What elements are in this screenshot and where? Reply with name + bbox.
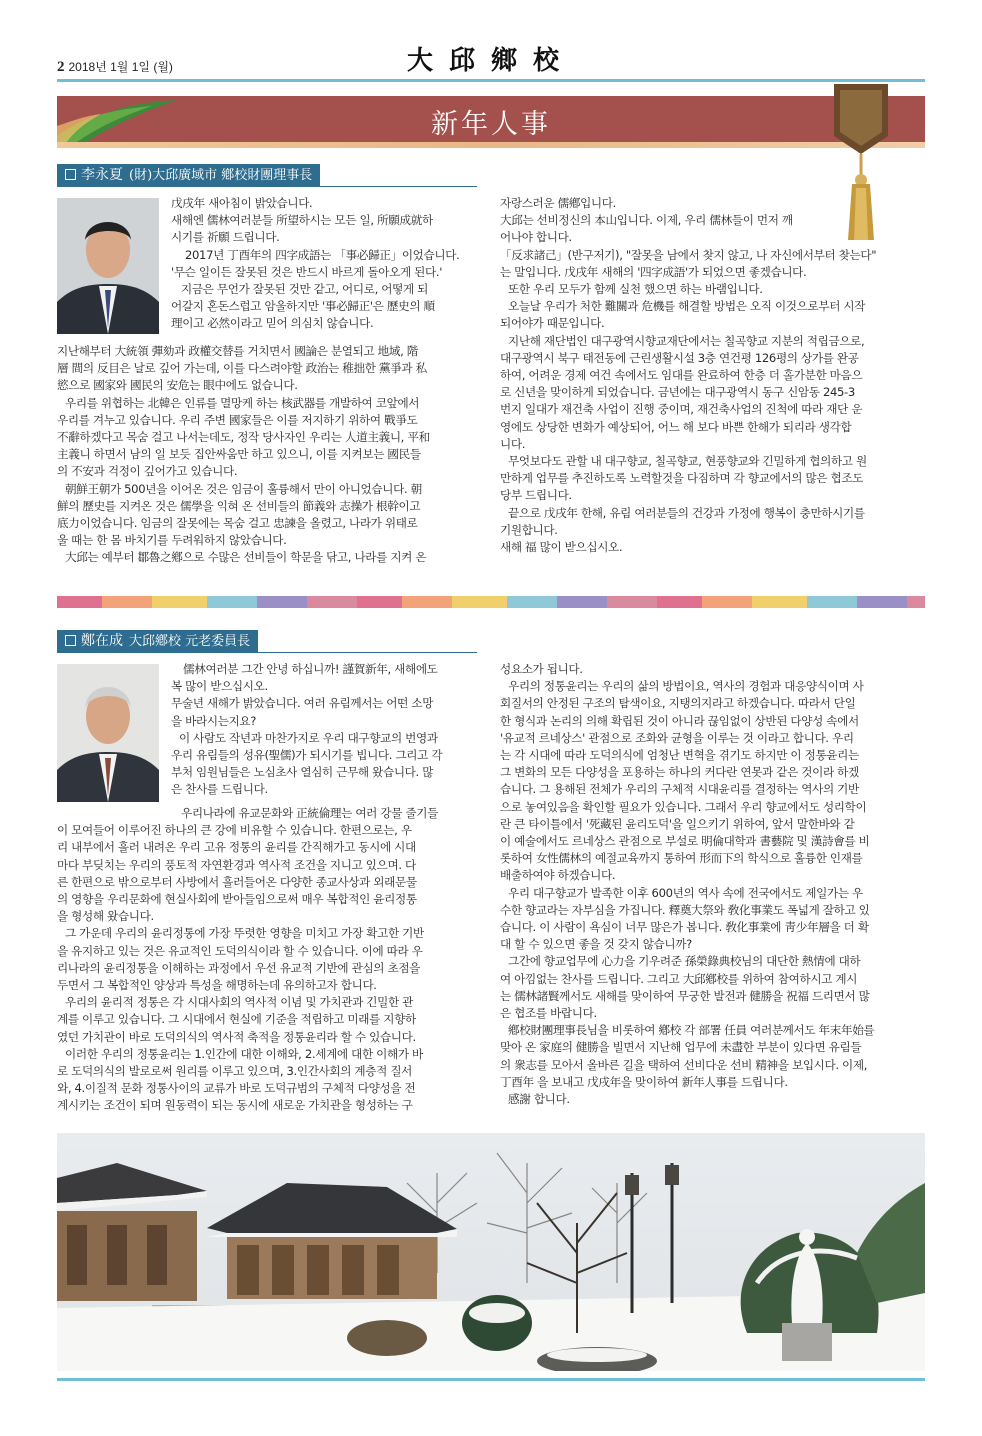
text-line: 리 내부에서 흘러 내려온 우리 고유 정통의 윤리를 간직해가고 동시에 시대 — [57, 840, 416, 855]
text-line: 우리 유림들의 성유(聖儒)가 되시기를 빕니다. 그리고 각 — [171, 748, 443, 763]
text-line: 로 도덕의식의 발로로써 원리를 이루고 있으며, 3.인간사회의 계층적 질서 — [57, 1064, 413, 1079]
text-line: '유교적 르네상스' 관점으로 조화와 균형을 이루는 것 이라고 합니다. 우리 — [500, 730, 854, 745]
author-rule — [57, 186, 477, 187]
text-line: 되어야가 때문입니다. — [500, 316, 605, 331]
text-line: 수한 향교라는 자부심을 가집니다. 釋奠大祭와 敎化事業도 폭넓게 잘하고 있 — [500, 902, 870, 917]
text-line: 지금은 무언가 잘못된 것만 같고, 어디로, 어떻게 되 — [181, 282, 429, 297]
text-line: 主義니 하면서 남의 일 보듯 집안싸움만 하고 있으니, 이를 지켜보는 國民들 — [57, 447, 421, 462]
text-line: 우리의 정통윤리는 우리의 삶의 방법이요, 역사의 경험과 대응양식이며 사 — [508, 679, 864, 694]
text-line: 계를 이루고 있습니다. 그 시대에서 현실에 기준을 적립하고 미래를 지향하 — [57, 1012, 416, 1027]
text-line: 른 한편으로 밖으로부터 사방에서 흘러들어온 다양한 종교사상과 외래문물 — [57, 874, 417, 889]
author-name: 李永夏 — [81, 167, 123, 183]
checkbox-square-icon — [65, 635, 76, 646]
author-name-tag — [57, 164, 320, 186]
section-divider-stripe — [57, 596, 925, 608]
text-line: 로 신년을 맞이하게 되었습니다. 금년에는 대구광역시 동구 신암동 245-3 — [500, 385, 855, 400]
text-line: 성요소가 됩니다. — [500, 662, 583, 676]
text-line: 戊戌年 새아침이 밝았습니다. — [171, 196, 313, 210]
author-rule — [57, 652, 477, 653]
text-line: 번지 일대가 재건축 사업이 진행 중이며, 재건축사업의 진척에 따라 재단 운 — [500, 402, 863, 417]
author-title: (財)大邱廣域市 鄕校財團理事長 — [129, 168, 313, 183]
text-line: 은 찬사를 드립니다. — [171, 782, 268, 797]
text-line: 2017년 丁酉年의 四字成語는 「事必歸正」이었습니다. — [185, 247, 460, 262]
text-line: 慾으로 國家와 國民의 安危는 眼中에도 없습니다. — [57, 378, 298, 393]
text-line: '무슨 일이든 잘못된 것은 반드시 바르게 돌아오게 된다.' — [171, 264, 443, 279]
text-line: 습니다. 그 용해된 전체가 우리의 구체적 시대윤리를 결정하는 역사의 기반 — [500, 782, 859, 797]
text-line: 는 각 시대에 따라 도덕의식에 엄청난 변혁을 겪기도 하지만 이 정통윤리는 — [500, 748, 859, 763]
text-line: 우리나라에 유교문화와 正統倫理는 여러 강물 줄기들 — [181, 806, 438, 820]
text-line: 우리 대구향교가 발족한 이후 600년의 역사 속에 전국에서도 제일가는 우 — [508, 885, 863, 900]
text-line: 부처 임원님들은 노심초사 열심히 근무해 왔습니다. 많 — [171, 765, 434, 780]
text-line: 大邱는 예부터 鄒魯之鄕으로 수많은 선비들이 학문을 닦고, 나라를 지켜 온 — [65, 550, 427, 565]
text-line: 우리를 겨누고 있습니다. 우리 주변 國家들은 이를 저지하기 위하여 戰爭도 — [57, 412, 418, 427]
text-line: 맞아 온 家庭의 健勝을 빌면서 지난해 업무에 未盡한 부분이 있다면 유림들 — [500, 1040, 862, 1055]
article1-body-col2 — [500, 195, 925, 556]
text-line: 으로 놓여있음을 확인할 필요가 있습니다. 그래서 우리 향교에서도 성리학이 — [500, 799, 867, 814]
author-portrait — [57, 664, 159, 802]
text-line: 와, 4.이질적 문화 정통사이의 교류가 바로 도덕규범의 구체적 다양성을 전 — [57, 1081, 416, 1096]
text-line: 습니다. 이 사람이 욕심이 너무 많은가 봅니다. 敎化事業에 靑少年層을 더 확 — [500, 920, 869, 935]
text-line: 니다. — [500, 436, 526, 451]
article2-body-col2 — [500, 661, 925, 1108]
text-line: 이 사람도 작년과 마찬가지로 우리 대구향교의 번영과 — [179, 730, 438, 745]
text-line: 이러한 우리의 정통윤리는 1.인간에 대한 이해와, 2.세계에 대한 이해가 바 — [65, 1046, 423, 1061]
portrait-person-icon — [57, 198, 159, 334]
text-line: 무엇보다도 관할 내 대구향교, 칠곡향교, 현풍향교와 긴밀하게 협의하고 원 — [508, 454, 867, 469]
text-line: 마다 부딪치는 우리의 풍토적 자연환경과 역사적 조건을 지니고 있으며. 다 — [57, 857, 416, 872]
text-line: 朝鮮王朝가 500년을 이어온 것은 임금이 훌륭해서 만이 아니었습니다. 朝 — [65, 481, 422, 496]
text-line: 는 儒林諸賢께서도 새해를 맞이하여 무궁한 발전과 健勝을 祝福 드리면서 많 — [500, 988, 870, 1003]
author-name-tag — [57, 630, 258, 652]
text-line: 의 衆志를 모아서 올바른 길을 택하여 선비다운 선비 精神을 보입시다. 이제, — [500, 1057, 868, 1072]
text-line: 大邱는 선비정신의 本山입니다. 이제, 우리 儒林들이 먼저 깨 — [500, 213, 793, 228]
text-line: 丁酉年 을 보내고 戊戌年을 맞이하여 新年人事를 드립니다. — [500, 1074, 788, 1089]
text-line: 복 많이 받으십시오. — [171, 679, 268, 694]
text-line: 롯하여 女性儒林의 예절교육까지 통하여 形而下의 학식으로 훌륭한 인재를 — [500, 851, 863, 866]
text-line: 우리를 위협하는 北韓은 인류를 멸망케 하는 核武器를 개발하여 코앞에서 — [65, 395, 420, 410]
text-line: 지난해 재단법인 대구광역시향교재단에서는 칠곡향교 지분의 적립금으로, — [508, 333, 865, 348]
author-portrait — [57, 198, 159, 334]
text-line: 이 모여들어 이루어진 하나의 큰 강에 비유할 수 있습니다. 한편으로는, 우 — [57, 823, 412, 838]
text-line: 의 不安과 걱정이 깊어가고 있습니다. — [57, 464, 238, 479]
article1-intro — [171, 195, 481, 333]
text-line: 란 큰 타이틀에서 '死藏된 윤리도덕'을 일으키기 위하여, 앞서 말한바와 같 — [500, 816, 855, 831]
text-line: 「反求諸己」(반구저기), "잘못을 남에서 찾지 않고, 나 자신에서부터 찾는다" — [500, 247, 877, 262]
text-line: 層 間의 反目은 날로 깊어 가는데, 이를 다스려야할 政治는 稚拙한 黨爭과 私 — [57, 361, 427, 376]
text-line: 의 영향을 우리문화에 현실사회에 받아들임으로써 매우 복합적인 윤리정통 — [57, 892, 417, 907]
text-line: 을 바라시는지요? — [171, 713, 257, 728]
text-line: 不辭하겠다고 목숨 걸고 나서는데도, 정작 당사자인 우리는 人道主義니, 平和 — [57, 430, 430, 445]
text-line: 기원합니다. — [500, 522, 558, 537]
text-line: 는 말입니다. 戊戌年 새해의 '四字成語'가 되었으면 좋겠습니다. — [500, 264, 807, 279]
text-line: 그 변화의 모든 다양성을 포용하는 하나의 커다란 연못과 같은 것이라 하겠 — [500, 765, 859, 780]
text-line: 회질서의 안정된 구조의 탐색이요, 지탱의지라고 하겠습니다. 따라서 단일 — [500, 696, 856, 711]
text-line: 鄕校財團理事長님을 비롯하여 鄕校 각 部署 任員 여러분께서도 年末年始를 — [508, 1023, 875, 1038]
text-line: 새해엔 儒林여러분들 所望하시는 모든 일, 所願成就하 — [171, 213, 433, 228]
text-line: 오늘날 우리가 처한 難關과 危機를 해결할 방법은 오직 이것으로부터 시작 — [508, 299, 866, 314]
text-line: 자랑스러운 儒鄕입니다. — [500, 196, 616, 210]
banner-title: 新年人事 — [431, 109, 551, 140]
issue-date: 2018년 1월 1일 (월) — [68, 60, 173, 74]
footer-rule — [57, 1378, 925, 1381]
text-line: 感謝 합니다. — [508, 1092, 570, 1107]
article2-body-col1 — [57, 805, 482, 1115]
text-line: 하여, 어려운 경제 여건 속에서도 임대를 완료하여 한층 더 홀가분한 마음으 — [500, 368, 863, 383]
hyanggyo-winter-photo — [57, 1133, 925, 1371]
text-line: 지난해부터 大統領 彈劾과 政權交替를 거치면서 國論은 분열되고 地域, 階 — [57, 344, 419, 358]
text-line: 만하게 업무를 추진하도록 노력할것을 다짐하며 각 향교에서의 많은 협조도 — [500, 471, 864, 486]
author-title: 大邱鄕校 元老委員長 — [129, 634, 251, 649]
article2-intro — [171, 661, 481, 799]
text-line: 은 협조를 바랍니다. — [500, 1006, 597, 1021]
text-line: 儒林여러분 그간 안녕 하십니까! 謹賀新年, 새해에도 — [183, 662, 438, 676]
text-line: 그간에 향교업무에 心力을 기우려준 孫榮錄典校님의 대단한 熱情에 대하 — [508, 954, 861, 969]
header-rule — [57, 79, 925, 82]
author-name: 鄭在成 — [81, 633, 123, 649]
text-line: 이 예술에서도 르네상스 관점으로 부설로 明倫대학과 書藝院 및 漢詩會를 비 — [500, 834, 870, 849]
portrait-person-icon — [57, 664, 159, 802]
text-line: 여 아낌없는 찬사를 드립니다. 그리고 大邱鄕校를 위하여 참여하시고 계시 — [500, 971, 858, 986]
text-line: 대 할 수 있으면 좋을 것 갖지 않습니까? — [500, 937, 692, 952]
banner-underline — [57, 142, 925, 148]
snowy-courtyard-scene-icon — [57, 1133, 925, 1371]
article1-body-col1 — [57, 343, 482, 567]
text-line: 리나라의 윤리정통을 이해하는 과정에서 우선 유교적 기반에 관심의 초점을 — [57, 960, 421, 975]
masthead: 大邱鄉校 — [406, 46, 575, 76]
page-number: 2 — [57, 59, 65, 75]
text-line: 무술년 새해가 밝았습니다. 여러 유림께서는 어떤 소망 — [171, 696, 434, 711]
text-line: 두면서 그 복합적인 양상과 특성을 해명하는데 유의하고자 합니다. — [57, 978, 377, 993]
text-line: 을 형성해 왔습니다. — [57, 909, 154, 924]
text-line: 底力이었습니다. 임금의 잘못에는 목숨 걸고 忠諫을 올렸고, 나라가 위태로 — [57, 516, 418, 531]
text-line: 울 때는 한 몸 바치기를 두려워하지 않았습니다. — [57, 533, 287, 548]
text-line: 理이고 必然이라고 믿어 의심치 않습니다. — [171, 316, 374, 331]
text-line: 였던 가치관이 바로 도덕의식의 역사적 축적을 정통윤리라 할 수 있습니다. — [57, 1029, 416, 1044]
text-line: 끝으로 戊戌年 한해, 유림 여러분들의 건강과 가정에 행복이 충만하시기를 — [508, 505, 865, 520]
text-line: 계시키는 조건이 되며 원동력이 되는 동시에 새로운 가치관을 형성하는 구 — [57, 1098, 413, 1113]
text-line: 어갈지 혼돈스럽고 암울하지만 '事必歸正'은 歷史의 順 — [171, 299, 435, 314]
text-line: 그 가운데 우리의 윤리정통에 가장 뚜렷한 영향을 미치고 가장 확고한 기반 — [65, 926, 424, 941]
text-line: 鮮의 歷史를 지켜온 것은 儒學을 익혀 온 선비들의 節義와 志操가 根幹이고 — [57, 498, 421, 513]
text-line: 영에도 상당한 변화가 예상되어, 어느 해 보다 바쁜 한해가 되리라 생각합 — [500, 419, 852, 434]
text-line: 또한 우리 모두가 함께 실천 했으면 하는 바램입니다. — [508, 282, 763, 297]
text-line: 배출하여야 하겠습니다. — [500, 868, 616, 883]
text-line: 을 유지하고 있는 것은 유교적인 도덕의식이라 할 수 있습니다. 이에 따라 우 — [57, 943, 423, 958]
text-line: 어나야 합니다. — [500, 230, 572, 245]
text-line: 새해 福 많이 받으십시오. — [500, 540, 623, 555]
text-line: 당부 드립니다. — [500, 488, 572, 503]
text-line: 우리의 윤리적 정통은 각 시대사회의 역사적 이념 및 가치관과 긴밀한 관 — [65, 995, 413, 1010]
text-line: 한 형식과 논리의 의해 확립된 것이 아니라 끊임없이 상반된 다양성 속에서 — [500, 713, 859, 728]
text-line: 대구광역시 북구 태전동에 근린생활시설 3층 연건평 126평의 상가를 완공 — [500, 350, 859, 365]
text-line: 시기를 祈願 드립니다. — [171, 230, 280, 245]
checkbox-square-icon — [65, 169, 76, 180]
